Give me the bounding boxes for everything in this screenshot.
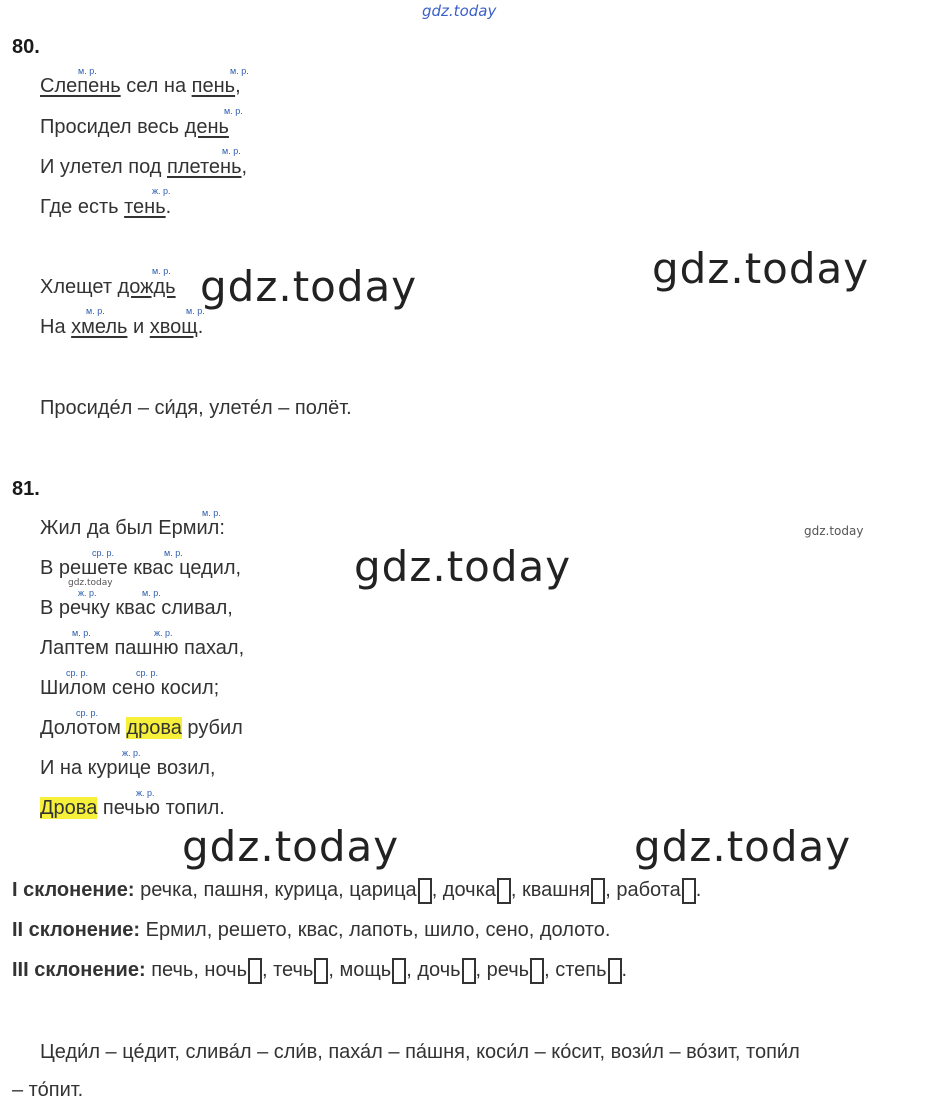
annotation: м. р. <box>164 548 183 558</box>
noun: пень <box>191 75 236 97</box>
noun: Слепень <box>40 75 121 97</box>
watermark-top: gdz.today <box>422 2 497 20</box>
check-words-line: Просиде́л – си́дя, улете́л – полёт. <box>40 397 352 419</box>
annotation: ср. р. <box>136 668 159 678</box>
ending-box <box>248 958 262 984</box>
annotation: ж. р. <box>78 588 97 598</box>
annotation: м. р. <box>186 306 205 316</box>
noun: дождь <box>117 276 176 298</box>
annotation: м. р. <box>142 588 161 598</box>
watermark-tiny: gdz.today <box>68 578 113 588</box>
annotation: ж. р. <box>136 788 155 798</box>
highlight-drova: Дрова <box>40 797 98 819</box>
watermark: gdz.today <box>200 262 418 311</box>
annotation: м. р. <box>72 628 91 638</box>
noun: плетень <box>167 156 242 178</box>
poem-line: Жил да был Ермил: <box>40 517 225 539</box>
declension-3: III склонение: печь, ночь , течь , мощь , дочь , речь , степь . <box>12 958 627 984</box>
annotation: м. р. <box>78 66 97 76</box>
annotation: ср. р. <box>76 708 99 718</box>
annotation: ж. р. <box>154 628 173 638</box>
ending-box <box>497 878 511 904</box>
annotation: м. р. <box>86 306 105 316</box>
poem-line: Долотом дрова рубил <box>40 717 243 739</box>
poem-line: И на курице возил, <box>40 757 216 779</box>
ending-box <box>418 878 432 904</box>
declension-1: I склонение: речка, пашня, курица, царица , дочка , квашня , работа . <box>12 878 701 904</box>
watermark-small: gdz.today <box>804 524 864 538</box>
highlight-drova: дрова <box>126 717 182 739</box>
ending-box <box>314 958 328 984</box>
poem-line: Где есть тень. <box>40 196 172 218</box>
poem-line: И улетел под плетень, <box>40 156 248 178</box>
watermark: gdz.today <box>182 822 400 871</box>
poem-line: На хмель и хвощ. <box>40 316 204 338</box>
exercise-number-81: 81. <box>12 478 40 500</box>
noun: тень <box>124 196 166 218</box>
annotation: ср. р. <box>66 668 89 678</box>
watermark: gdz.today <box>354 542 572 591</box>
poem-line: Дрова печью топил. <box>40 797 225 819</box>
watermark: gdz.today <box>634 822 852 871</box>
noun: день <box>184 116 229 138</box>
ending-box <box>682 878 696 904</box>
annotation: ср. р. <box>92 548 115 558</box>
poem-line: Хлещет дождь <box>40 276 176 298</box>
poem-line: Лаптем пашню пахал, <box>40 637 245 659</box>
annotation: ж. р. <box>122 748 141 758</box>
ending-box <box>530 958 544 984</box>
watermark: gdz.today <box>652 244 870 293</box>
poem-line: Слепень сел на пень, <box>40 75 241 97</box>
ending-box <box>392 958 406 984</box>
noun: хвощ <box>149 316 198 338</box>
check-words-line: – то́пит. <box>12 1079 84 1101</box>
exercise-number-80: 80. <box>12 36 40 58</box>
annotation: м. р. <box>230 66 249 76</box>
poem-line: Шилом сено косил; <box>40 677 220 699</box>
check-words-line: Цеди́л – це́дит, слива́л – сли́в, паха́л – па́шня, коси́л – ко́сит, вози́л – во́зит, топи́л <box>40 1041 800 1063</box>
declension-2: II склонение: Ермил, решето, квас, лапоть, шило, сено, долото. <box>12 919 611 941</box>
ending-box <box>591 878 605 904</box>
annotation: ж. р. <box>152 186 171 196</box>
noun: хмель <box>71 316 128 338</box>
ending-box <box>608 958 622 984</box>
annotation: м. р. <box>152 266 171 276</box>
ending-box <box>462 958 476 984</box>
annotation: м. р. <box>202 508 221 518</box>
annotation: м. р. <box>222 146 241 156</box>
poem-line: В решете квас цедил, <box>40 557 242 579</box>
poem-line: В речку квас сливал, <box>40 597 233 619</box>
annotation: м. р. <box>224 106 243 116</box>
poem-line: Просидел весь день <box>40 116 229 138</box>
